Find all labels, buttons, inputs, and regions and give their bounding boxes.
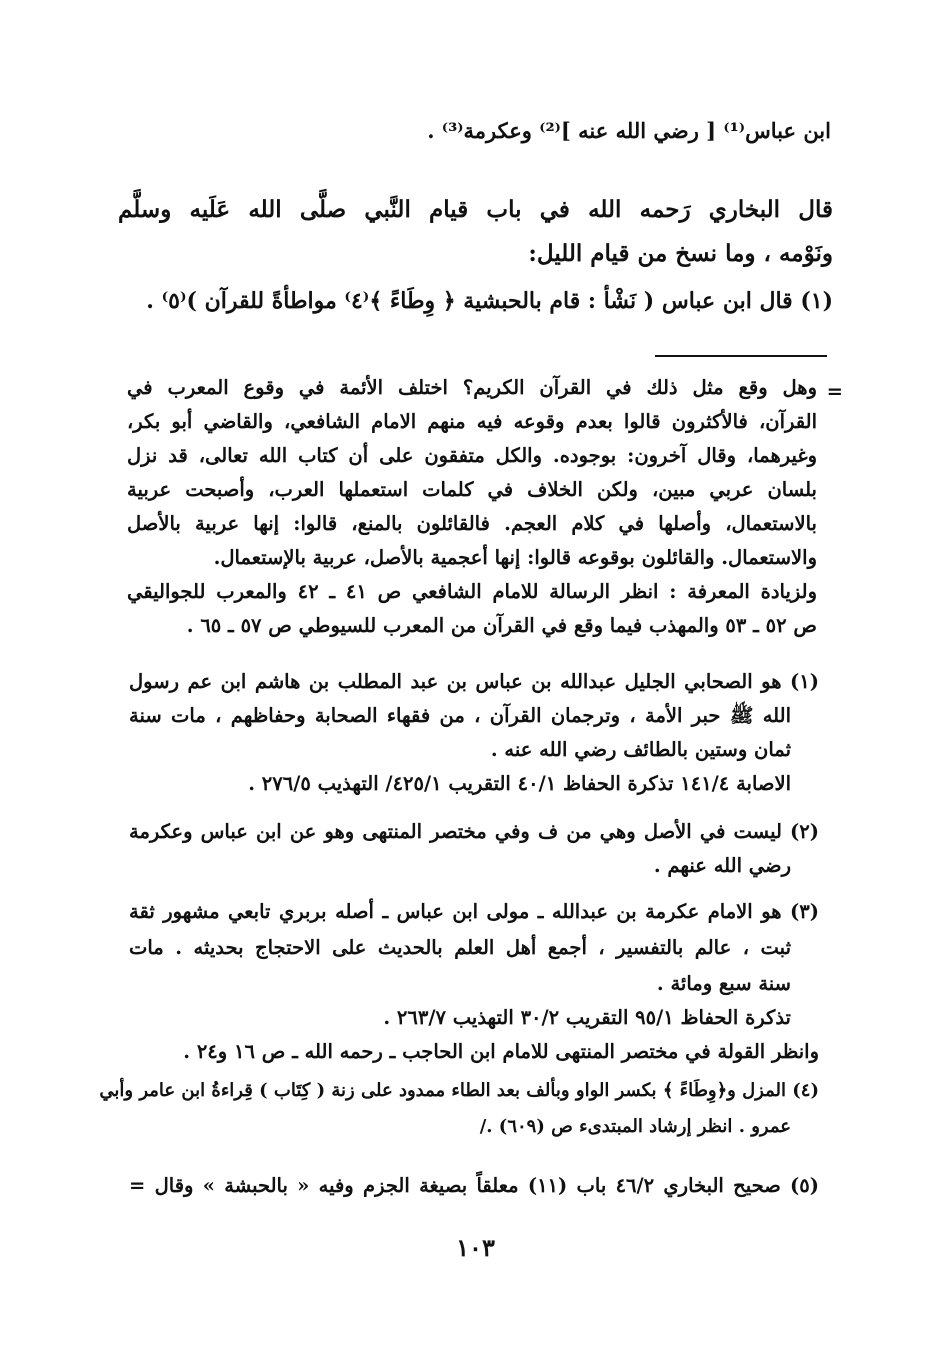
footnote-3-line: (٣) هو الامام عكرمة بن عبدالله ـ مولى ابن عباس ـ أصله بربري تابعي مشهور ثقة bbox=[129, 900, 819, 923]
continued-note-line: ولزيادة المعرفة : انظر الرسالة للامام الشافعي ص ٤١ ـ ٤٢ والمعرب للجواليقي bbox=[127, 580, 818, 603]
footnote-1-line: (١) هو الصحابي الجليل عبدالله بن عباس بن عبد المطلب بن هاشم ابن عم رسول bbox=[129, 670, 819, 693]
footnote-4-line: (٤) المزل و﴿وِطَاءً ﴾ بكسر الواو وبألف بعد الطاء ممدود على زنة ( كِتَاب ) قِراءةُ ابن عامر وأبي bbox=[99, 1080, 819, 1101]
footnote-2-line: (٢) ليست في الأصل وهي من ف وفي مختصر المنتهى وهو عن ابن عباس وعكرمة bbox=[129, 820, 819, 843]
footnote-1-line: الاصابة ١٤١/٤ تذكرة الحفاظ ٤٠/١ التقريب ٤٢٥/١/ التهذيب ٢٧٦/٥ . bbox=[248, 772, 791, 795]
footnote-1-line: ثمان وستين بالطائف رضي الله عنه . bbox=[490, 738, 791, 761]
footnote-4-line: عمرو . انظر إرشاد المبتدىء ص (٦٠٩) ./ bbox=[479, 1116, 791, 1137]
continued-note-line: القرآن، فالأكثرون قالوا بعدم وقوعه فيه منهم الامام الشافعي، والقاضي أبو بكر، bbox=[127, 410, 817, 433]
main-text-line: ونَوْمه ، وما نسخ من قيام الليل: bbox=[528, 240, 833, 267]
top-line: ابن عباس⁽¹⁾ [ رضي الله عنه ]⁽²⁾ وعكرمة⁽³⁾ . bbox=[427, 118, 831, 143]
footnote-1-line: الله ﷺ حبر الأمة ، وترجمان القرآن ، من فقهاء الصحابة وحفاظهم ، مات سنة bbox=[129, 704, 791, 727]
footnote-3-line: ثبت ، عالم بالتفسير ، أجمع أهل العلم بالحديث على الاحتجاج بحديثه . مات bbox=[129, 936, 791, 959]
continued-note-line: ص ٥٢ ـ ٥٣ والمهذب فيما وقع في القرآن من المعرب للسيوطي ص ٥٧ ـ ٦٥ . bbox=[186, 614, 817, 637]
page-number: ١٠٣ bbox=[456, 1233, 495, 1262]
footnote-3-line: سنة سبع ومائة . bbox=[656, 972, 791, 995]
footnote-3-line: وانظر القولة في مختصر المنتهى للامام ابن الحاجب ـ رحمه الله ـ ص ١٦ و٢٤ . bbox=[183, 1040, 819, 1063]
footnote-5-line: (٥) صحيح البخاري ٤٦/٢ باب (١١) معلقاً بصيغة الجزم وفيه « بالحبشة » وقال = bbox=[129, 1174, 819, 1197]
main-text-line: (١) قال ابن عباس ( نَشْأ : قام بالحبشية ﴿ وِطَاءً ﴾⁽٤⁾ مواطأةً للقرآن )⁽٥⁾ . bbox=[146, 288, 833, 314]
main-text-line: قال البخاري رَحمه الله في باب قيام النَّبي صلَّى الله عَلَيه وسلَّم bbox=[118, 196, 833, 223]
continued-note-line: والاستعمال. والقائلون بوقوعه قالوا: إنها أعجمية بالأصل، عربية بالإستعمال. bbox=[213, 546, 817, 569]
footnote-2-line: رضي الله عنهم . bbox=[653, 854, 791, 877]
continued-note-line: وهل وقع مثل ذلك في القرآن الكريم؟ اختلف الأئمة في وقوع المعرب في bbox=[127, 376, 817, 399]
continued-note-marker: = bbox=[826, 380, 843, 403]
continued-note-line: وغيرهما، وقال آخرون: بوجوده. والكل متفقون على أن كتاب الله تعالى، قد نزل bbox=[127, 444, 817, 467]
footnote-separator bbox=[655, 355, 827, 357]
footnote-3-line: تذكرة الحفاظ ٩٥/١ التقريب ٣٠/٢ التهذيب ٢٦٣/٧ . bbox=[383, 1006, 791, 1029]
continued-note-line: بالاستعمال، وأصلها في كلام العجم. فالقائلون بالمنع، قالوا: إنها عربية بالأصل bbox=[127, 512, 817, 535]
continued-note-line: بلسان عربي مبين، ولكن الخلاف في كلمات استعملها العرب، وأصبحت عربية bbox=[127, 478, 817, 501]
